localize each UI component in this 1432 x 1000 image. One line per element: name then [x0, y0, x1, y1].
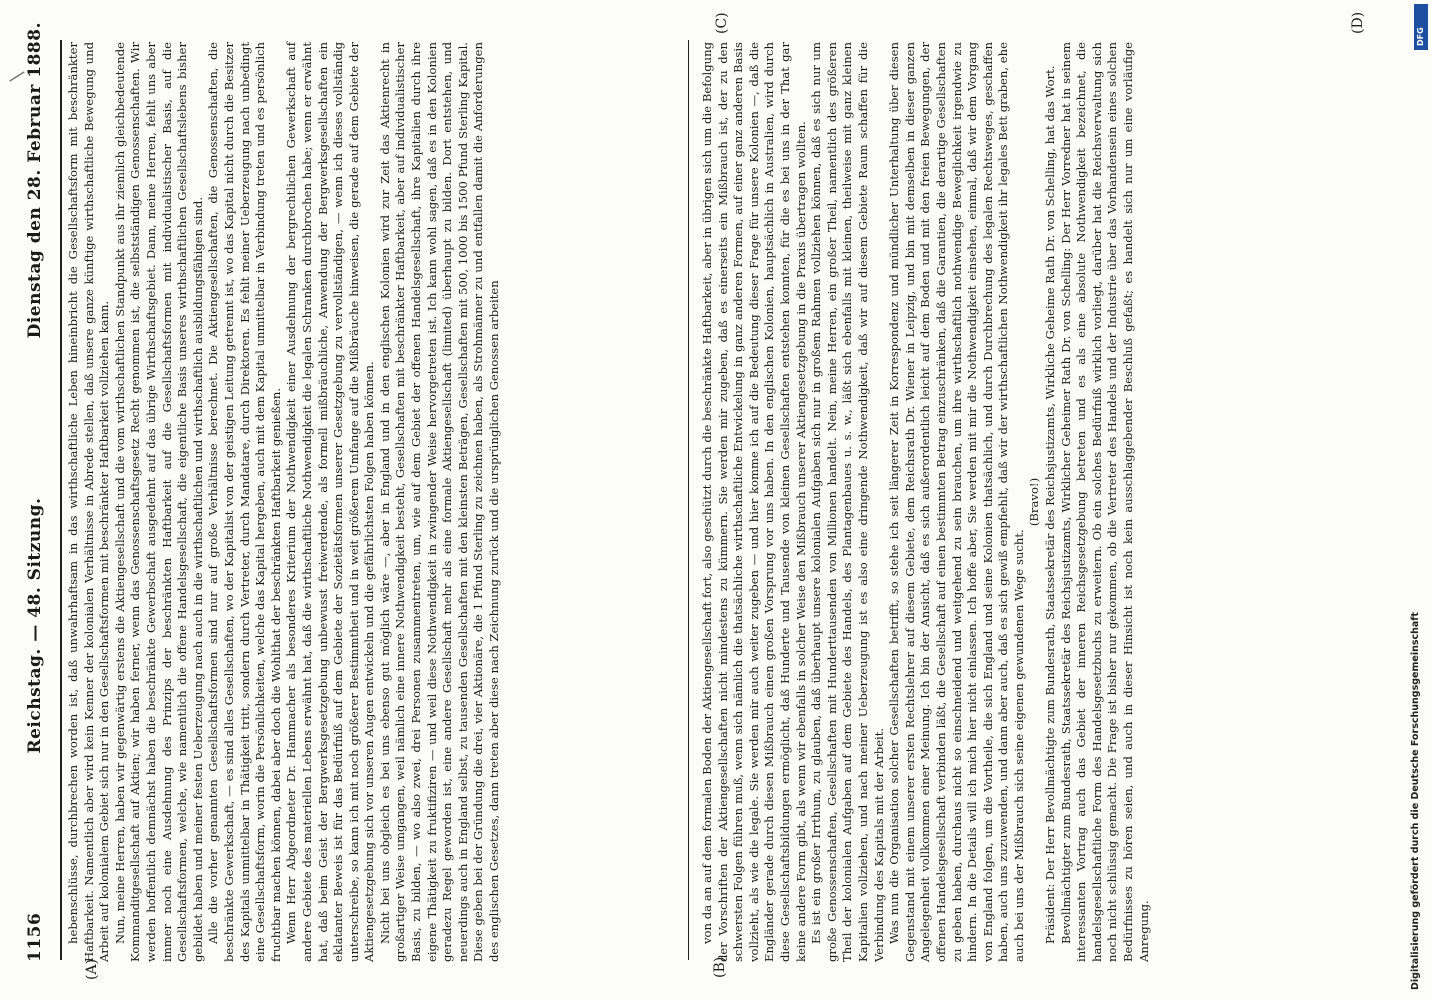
column-left-paragraph: Nicht bei uns obgleich es bei uns ebenso gut möglich wäre —, aber in England und in den englischen Kolonien wird zur Zeit das Aktienrecht in großartiger Weise umgangen, weil nämlich eine innere Nothwendigkeit besteht, Gesellschaften mit beschränkter Haftbarkeit, aber auf individualistischer Basis, zu bilden, — wo also zwei, drei Personen zusammentreten, um, wie auf dem Gebiet der offenen Handelsgesellschaft, ihre Kapitalien durch ihre eigene Thätigkeit zu fruktifiziren — und weil diese Nothwendigkeit in zwingender Weise hervorgetreten ist. Ich kann wohl sagen, daß es in den Kolonien geradezu Regel geworden ist, eine andere Gesellschaft mehr als eine formale Aktiengesellschaft (limited) überhaupt zu bilden. Dort entstehen, und neuerdings auch in England selbst, zu tausenden Gesellschaften mit den kleinsten Beträgen, Gesellschaften mit 500, 1000 bis 1500 Pfund Sterling Kapital. Diese geben bei der Gründung die drei, vier Aktionäre, die 1 Pfund Sterling zu zeichnen haben, als Strohmänner zu und entfallen damit die Anforderungen des englischen Gesetzes, dann treten aber diese nach Zeichnung zurück und die ursprünglichen Genossen arbeiten — [377, 42, 502, 962]
header-rule — [60, 40, 62, 960]
column-right-paragraph: Präsident: Der Herr Bevollmächtigte zum Bundesrath, Staatssekretär des Reichsjustizamts, Wirkliche Geheime Rath Dr. von Schelling, hat das Wort. — [1043, 65, 1058, 944]
margin-letter-d: (D) — [1350, 11, 1366, 34]
column-left-paragraph: hebenschlüsse, durchbrechen worden ist, daß unwahrhaftsam in das wirthschaftliche Leben hineinbricht die Gesellschaftsform mit beschränkter Haftbarkeit. Namentlich aber wird kein Kenner der kolonialen Verhältnisse in Abrede stellen, daß unsere ganze künftige wirthschaftliche Bewegung und Arbeit auf kolonialem Gebiet sich nur in den Gesellschaftsformen mit beschränkter Haftbarkeit vollziehen kann. — [66, 42, 112, 962]
margin-letter-b: (B) — [712, 956, 728, 978]
margin-letter-c: (C) — [714, 12, 730, 34]
page-number: 1156 — [25, 912, 45, 962]
margin-letter-a: (A) — [84, 958, 100, 980]
column-divider — [688, 40, 689, 960]
column-left-paragraph: Wenn Herr Abgeordneter Dr. Hammacher als besonderes Kriterium der Nothwendigkeit einer Ausdehnung der bergrechtlichen Gewerkschaft auf andere Gebiete des materiellen Lebens erwähnt hat, daß die wirthschaftliche Nothwendigkeit die legalen Schranken durchbrochen habe; wenn er erwähnt hat, daß beim Geist der Bergwerksgesetzgebung unbewusst freiwerdende, als formell mißbräuchliche, Anwendung der Bergwerksgesellschaften ein eklatanter Beweis ist für das Bedürfniß auf dem Gebiete der Sozietätsformen unserer Gesetzgebung zu vervollständigen, — wenn ich dieses vollständig unterschreibe, so kann ich mit noch größerer Bestimmtheit und in weit größerem Umfange auf die Mißbräuche hinweisen, die gerade auf dem Gebiete der Aktiengesetzgebung sich vor unseren Augen entwickeln und die gefährlichsten Folgen haben können. — [284, 42, 377, 962]
column-right-paragraph: Es ist ein großer Irrthum, zu glauben, daß überhaupt unsere kolonialen Aufgaben sich nur in großem Rahmen vollziehen können, daß es sich nur um große Genossenschaften, Gesellschaften mit Hunderttausenden von Millionen handelt. Nein, meine Herren, ein großer Theil, namentlich des größeren Theil der kolonialen Aufgaben auf dem Gebiete des Handels, des Plantagenbaues u. s. w., läßt sich ebenfalls mit kleinen, theilweise mit ganz kleinen Kapitalien vollziehen, und nach meiner Ueberzeugung ist es also eine dringende Nothwendigkeit, daß wir auf diesem Gebiete Raum schaffen für die Verbindung des Kapitals mit der Arbeit. — [809, 42, 886, 962]
column-left-paragraph: Alle die vorher genannten Gesellschaftsformen sind nur auf große Verhältnisse berechnet. Die Aktiengesellschaften, die Genossenschaften, die beschränkte Gewerkschaft, — es sind alles Gesellschaften, wo der Kapitalist von der geistigen Leitung getrennt ist, wo das Kapital nicht durch die Besitzer des Kapitals unmittelbar in Thätigkeit tritt, sondern durch Vertreter, durch Mandatare, durch Direktoren. Es fehlt meiner Ueberzeugung nach unbedingt eine Gesellschaftsform, worin die Persönlichkeiten, welche das Kapital hergeben, auch mit dem Kapital unmittelbar in Verbindung treten und es persönlich fruchtbar machen können, dabei aber doch die Wohlthat der beschränkten Haftbarkeit genießen. — [206, 42, 283, 962]
digitization-credit: Digitalisierung gefördert durch die Deutsche Forschungsgemeinschaft — [1410, 612, 1421, 990]
column-right-paragraph: Was nun die Organisation solcher Gesellschaften betrifft, so stehe ich seit längerer Zeit in Korrespondenz und mündlicher Unterhaltung über diesen Gegenstand mit einem unserer ersten Rechtslehrer auf diesem Gebiete, dem Reichsrath Dr. Wiener in Leipzig, und bin mit demselben in dieser ganzen Angelegenheit vollkommen einer Meinung. Ich bin der Ansicht, daß es sich außerordentlich leicht auf dem Boden und mit den freien Bewegungen, der offenen Handelsgesellschaft verbinden läßt, die Gesellschaft auf einen bestimmten Betrag einzuschränken, daß die Garantien, die derartige Gesellschaften zu geben haben, durchaus nicht so einschneidend und weitgehend zu sein brauchen, um ihre wirthschaftlich nothwendige Beweglichkeit irgendwie zu hindern. In die Details will ich mich hier nicht einlassen. Ich hoffe aber, Sie werden mit mir die Nothwendigkeit einsehen, einmal, daß wir dem Vorgang von England folgen, um die Vortheile, die sich England und seine Kolonien thatsächlich, und durch Durchbrechung des legalen Rechtsweges, geschaffen haben, auch uns zuzuwenden, und dann aber auch, daß es sich gewiß empfiehlt, daß wir der wirthschaftlichen Nothwendigkeit ihr legales Bett graben, ehe auch bei uns der Mißbrauch sich seine eigenen gewundenen Wege sucht. — [887, 42, 1026, 962]
column-right-paragraph: Bevollmächtigter zum Bundesrath, Staatssekretär des Reichsjustizamts, Wirklicher Geheimer Rath Dr. von Schelling: Der Herr Vorredner hat in seinem interessanten Vortrag auch das Gebiet der inneren Reichsgesetzgebung betreten und es als eine absolute Nothwendigkeit bezeichnet, die handelsgesellschaftliche Form des Handelsgesetzbuchs zu erweitern. Ob ein solches Bedürfniß wirklich vorliegt, darüber hat die Reichsverwaltung sich noch nicht schlüssig gemacht. Die Frage ist bisher nur gekommen, ob die Vertreter des Handels und der Industrie über das Vorhandensein eines solchen Bedürfnisses zu hören seien, und auch in dieser Hinsicht ist noch kein ausschlaggebender Beschluß gefaßt; es handelt sich nur um eine vorläufige Anregung. — [1058, 42, 1151, 962]
running-title: Reichstag. — 48. Sitzung. — [25, 497, 45, 754]
column-right-paragraph: (Bravo!) — [1027, 477, 1042, 527]
dfg-logo: DFG — [1414, 4, 1428, 50]
column-left-paragraph: Nun, meine Herren, haben wir gegenwärtig erstens die Aktiengesellschaft und die vom wirthschaftlichen Standpunkt aus ihr ziemlich gleichbedeutende Kommanditgesellschaft auf Aktien; wir haben ferner, wenn das Genossenschaftsgesetz Recht genommen ist, die selbstständigen Genossenschaften. Wir werden hoffentlich demnächst haben die beschränkte Gewerbschaft ausgedehnt auf das übrige Wirthschaftsgebiet. Dann, meine Herren, fehlt uns aber immer noch eine Ausdehnung des Prinzips der beschränkten Haftbarkeit auf die Gesellschaftsformen mit individualistischer Basis, auf die Gesellschaftsformen, welche, wie namentlich die offene Handelsgesellschaft, die eigentliche Basis unseres wirthschaftlichen Gesellschaftslebens bisher gebildet haben und meiner festen Ueberzeugung nach auch in die wirthschaftlichen und wirthschaftlich ausbildungsfähigen sind. — [112, 42, 205, 962]
pencil-mark: / — [7, 64, 28, 88]
sitting-date: Dienstag den 28. Februar 1888. — [25, 22, 45, 339]
column-right-paragraph: von da an auf dem formalen Boden der Aktiengesellschaft fort, also geschützt durch die beschränkte Haftbarkeit, aber in übrigen sich um die Befolgung der Vorschriften der Aktiengesellschaften nicht mindestens zu kümmern. Sie werden mir zugeben, daß es einerseits ein Mißbrauch ist, der zu den schwersten Folgen führen muß, wenn sich nämlich die thatsächliche wirthschaftliche Entwickelung in ganz anderen Formen, auf einer ganz anderen Basis vollzieht, als wie die legale. Sie werden mir auch weiter zugeben — und hier komme ich auf die Bedeutung dieser Frage für unsere Kolonien —, daß die Engländer gerade durch diesen Mißbrauch einen großen Vorsprung vor uns haben. In den englischen Kolonien, hauptsächlich in Australien, wird durch diese Gesellschaftsbildungen ermöglicht, daß Hunderte und Tausende von kleinen Gesellschaften entstehen konnten, für die es bei uns in der That gar keine andere Form gibt, als wenn wir ebenfalls in solcher Weise den Mißbrauch unserer Aktiengesetzgebung in die Praxis übertragen wollten. — [700, 42, 808, 962]
